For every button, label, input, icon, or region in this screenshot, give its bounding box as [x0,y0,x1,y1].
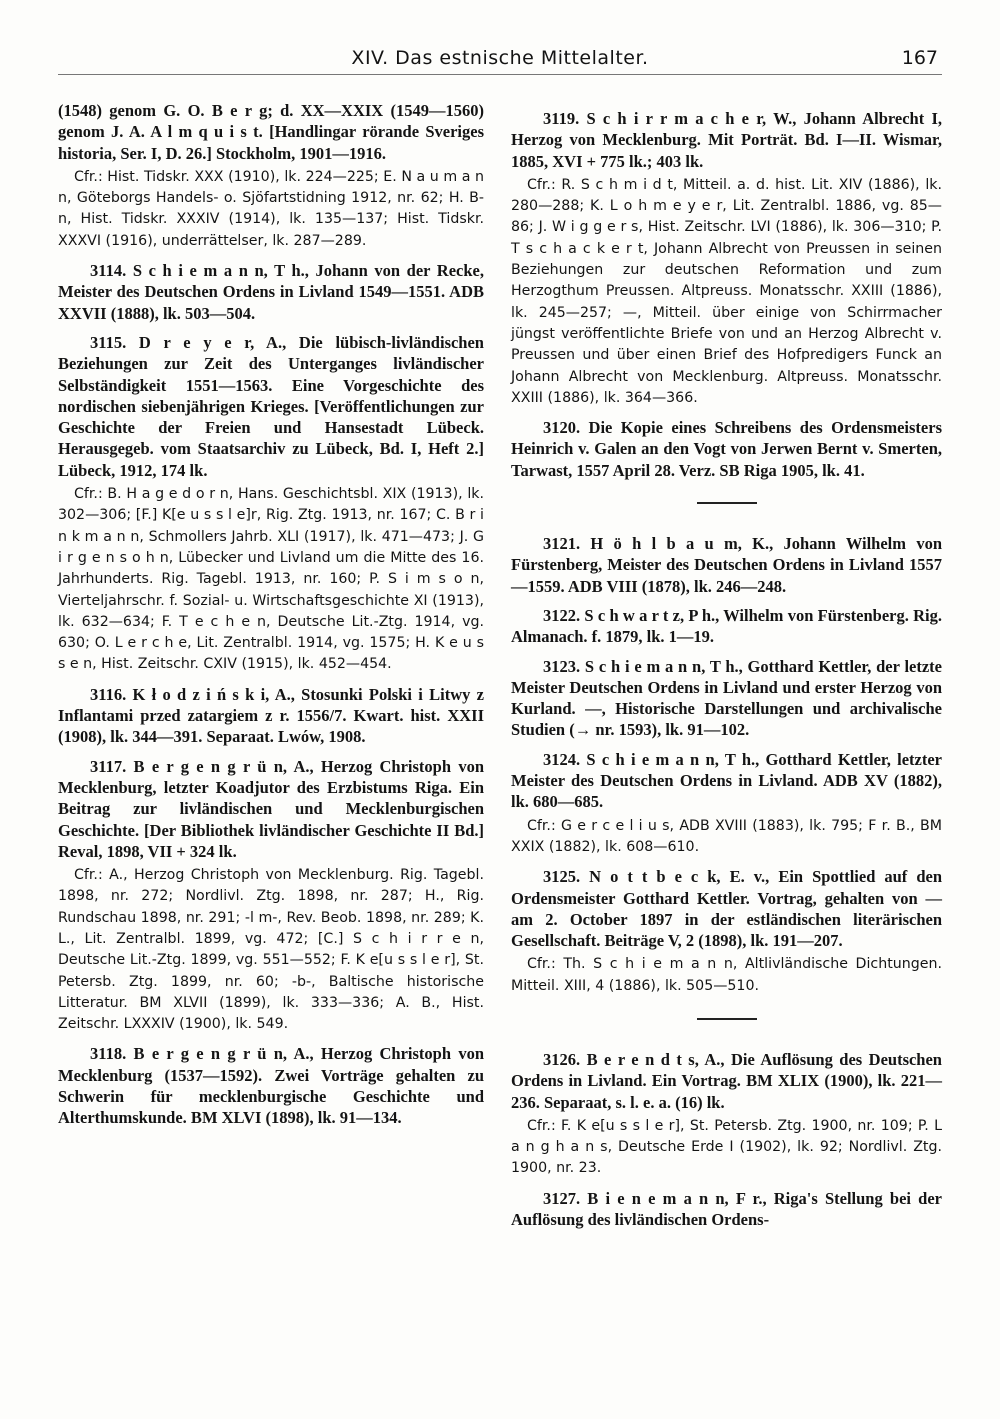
review-references: Cfr.: Th. S c h i e m a n n, Altlivländische Dichtungen. Mitteil. XIII, 4 (1886), lk. 505—510. [511,956,942,994]
page-number: 167 [901,47,938,69]
bibliography-entry: 3121. H ö h l b a u m, K., Johann Wilhelm von Fürstenberg, Meister des Deutschen Ordens in Livland 1557—1559. ADB VIII (1878), lk. 246—248. [511,534,942,596]
bibliography-entry: 3115. D r e y e r, A., Die lübisch-livländischen Beziehungen zur Zeit des Unterganges livländischer Selbständigkeit 1551—1563. Eine Vorgeschichte des nordischen siebenjährigen Krieges. [Veröffentlichungen zur Geschichte der Freien und Hansestadt Lübeck. Herausgegeb. vom Staatsarchiv zu Lübeck, Bd. I, Heft 2.] Lübeck, 1912, 174 lk. [58,332,484,480]
bibliography-entry: 3119. S c h i r r m a c h e r, W., Johann Albrecht I, Herzog von Mecklenburg. Mit Porträt. Bd. I—II. Wismar, 1885, XVI + 775 lk.; 403 lk. [511,109,942,171]
section-divider [697,1018,757,1020]
right-column [511,100,942,1233]
bibliography-entry: 3123. S c h i e m a n n, T h., Gotthard Kettler, der letzte Meister Deutschen Ordens in Livland und erster Herzog von Kurland. —, Historische Darstellungen und archivalische Studien (→ nr. 1593), lk. 91—102. [511,656,942,740]
bibliography-entry: (1548) genom G. O. B e r g; d. XX—XXIX (1549—1560) genom J. A. A l m q u i s t. [Handlingar rörande Sveriges historia, Ser. I, D. 26.] Stockholm, 1901—1916. [58,101,484,163]
running-head [58,44,942,75]
review-references: Cfr.: G e r c e l i u s, ADB XVIII (1883), lk. 795; F r. B., BM XXIX (1882), lk. 608—610. [511,817,942,855]
bibliography-entry: 3122. S c h w a r t z, P h., Wilhelm von Fürstenberg. Rig. Almanach. f. 1879, lk. 1—19. [511,605,942,647]
section-divider [697,502,757,504]
left-column [58,100,484,1132]
review-references: Cfr.: R. S c h m i d t, Mitteil. a. d. hist. Lit. XIV (1886), lk. 280—288; K. L o h m e y e r, Lit. Zentralbl. 1886, vg. 85—86; J. W i g g e r s, Hist. Zeitschr. LVI (1886), lk. 306—310; P. T s c h a c k e r t, Johann Albrecht von Preussen in seinen Beziehungen zur deutschen Reformation und zum Herzogthum Preussen. Altpreuss. Monatsschr. XXIII (1886), lk. 245—257; —, Mitteil. über einige von Schirrmacher jüngst veröffentlichte Briefe von und an Herzog Albrecht v. Preussen und über einen Brief des Hofpredigers Funck an Johann Albrecht von Mecklenburg. Altpreuss. Monatsschr. XXIII (1886), lk. 364—366. [511,176,942,406]
bibliography-entry: 3114. S c h i e m a n n, T h., Johann von der Recke, Meister des Deutschen Ordens in Livland 1549—1551. ADB XXVII (1888), lk. 503—504. [58,261,484,323]
bibliography-entry: 3127. B i e n e m a n n, F r., Riga's Stellung bei der Auflösung des livländischen Ordens- [511,1188,942,1230]
bibliography-entry: 3117. B e r g e n g r ü n, A., Herzog Christoph von Mecklenburg, letzter Koadjutor des Erzbistums Riga. Ein Beitrag zur livländischen und Mecklenburgischen Geschichte. [Der Bibliothek livländischer Geschichte II Bd.] Reval, 1898, VII + 324 lk. [58,756,484,861]
bibliography-entry: 3124. S c h i e m a n n, T h., Gotthard Kettler, letzter Meister des Deutschen Ordens in Livland. ADB XV (1882), lk. 680—685. [511,749,942,812]
review-references: Cfr.: B. H a g e d o r n, Hans. Geschichtsbl. XIX (1913), lk. 302—306; [F.] K[e u s s l e]r, Rig. Ztg. 1913, nr. 167; C. B r i n k m a n n, Schmollers Jahrb. XLI (1917), lk. 471—473; J. G i r g e n s o h n, Lübecker und Livland um die Mitte des 16. Jahrhunderts. Rig. Tagebl. 1913, nr. 160; P. S i m s o n, Vierteljahrschr. f. Sozial- u. Wirtschaftsgeschichte XI (1913), lk. 632—634; F. T e c h e n, Deutsche Lit.-Ztg. 1914, vg. 630; O. L e r c h e, Lit. Zentralbl. 1914, vg. 1575; H. K e u s s e n, Hist. Zeitschr. CXIV (1915), lk. 452—454. [58,486,484,673]
review-references: Cfr.: F. K e[u s s l e r], St. Petersb. Ztg. 1900, nr. 109; P. L a n g h a n s, Deutsche Erde I (1902), lk. 92; Nordlivl. Ztg. 1900, nr. 23. [511,1117,942,1177]
chapter-title: XIV. Das estnische Mittelalter. [351,47,649,69]
bibliography-entry: 3118. B e r g e n g r ü n, A., Herzog Christoph von Mecklenburg (1537—1592). Zwei Vorträge gehalten zu Schwerin für mecklenburgische Geschichte und Alterthumskunde. BM XLVI (1898), lk. 91—134. [58,1044,484,1128]
review-references: Cfr.: Hist. Tidskr. XXX (1910), lk. 224—225; E. N a u m a n n, Göteborgs Handels- o. Sjöfartstidning 1912, nr. 62; H. B-n, Hist. Tidskr. XXXIV (1914), lk. 135—137; Hist. Tidskr. XXXVI (1916), underrättelser, lk. 287—289. [58,168,484,249]
bibliography-entry: 3125. N o t t b e c k, E. v., Ein Spottlied auf den Ordensmeister Gotthard Kettler. Vortrag, gehalten von — am 2. October 1897 in der estländischen literärischen Gesellschaft. Beiträge V, 2 (1898), lk. 191—207. [511,867,942,951]
review-references: Cfr.: A., Herzog Christoph von Mecklenburg. Rig. Tagebl. 1898, nr. 272; Nordlivl. Ztg. 1898, nr. 287; H., Rig. Rundschau 1898, nr. 291; -l m-, Rev. Beob. 1898, nr. 289; K. L., Lit. Zentralbl. 1899, vg. 472; [C.] S c h i r r e n, Deutsche Lit.-Ztg. 1899, vg. 551—552; F. K e[u s s l e r], St. Petersb. Ztg. 1899, nr. 60; -b-, Baltische historische Litteratur. BM XLVII (1899), lk. 333—336; A. B., Hist. Zeitschr. LXXXIV (1900), lk. 549. [58,867,484,1033]
bibliography-entry: 3116. K ł o d z i ń s k i, A., Stosunki Polski i Litwy z Inflantami przed zatargiem z r. 1556/7. Kwart. hist. XXII (1908), lk. 344—391. Separaat. Lwów, 1908. [58,684,484,747]
bibliography-entry: 3120. Die Kopie eines Schreibens des Ordensmeisters Heinrich v. Galen an den Vogt von Jerwen Bernt v. Smerten, Tarwast, 1557 April 28. Verz. SB Riga 1905, lk. 41. [511,418,942,480]
bibliography-entry: 3126. B e r e n d t s, A., Die Auflösung des Deutschen Ordens in Livland. Ein Vortrag. BM XLIX (1900), lk. 221—236. Separaat, s. l. e. a. (16) lk. [511,1049,942,1112]
